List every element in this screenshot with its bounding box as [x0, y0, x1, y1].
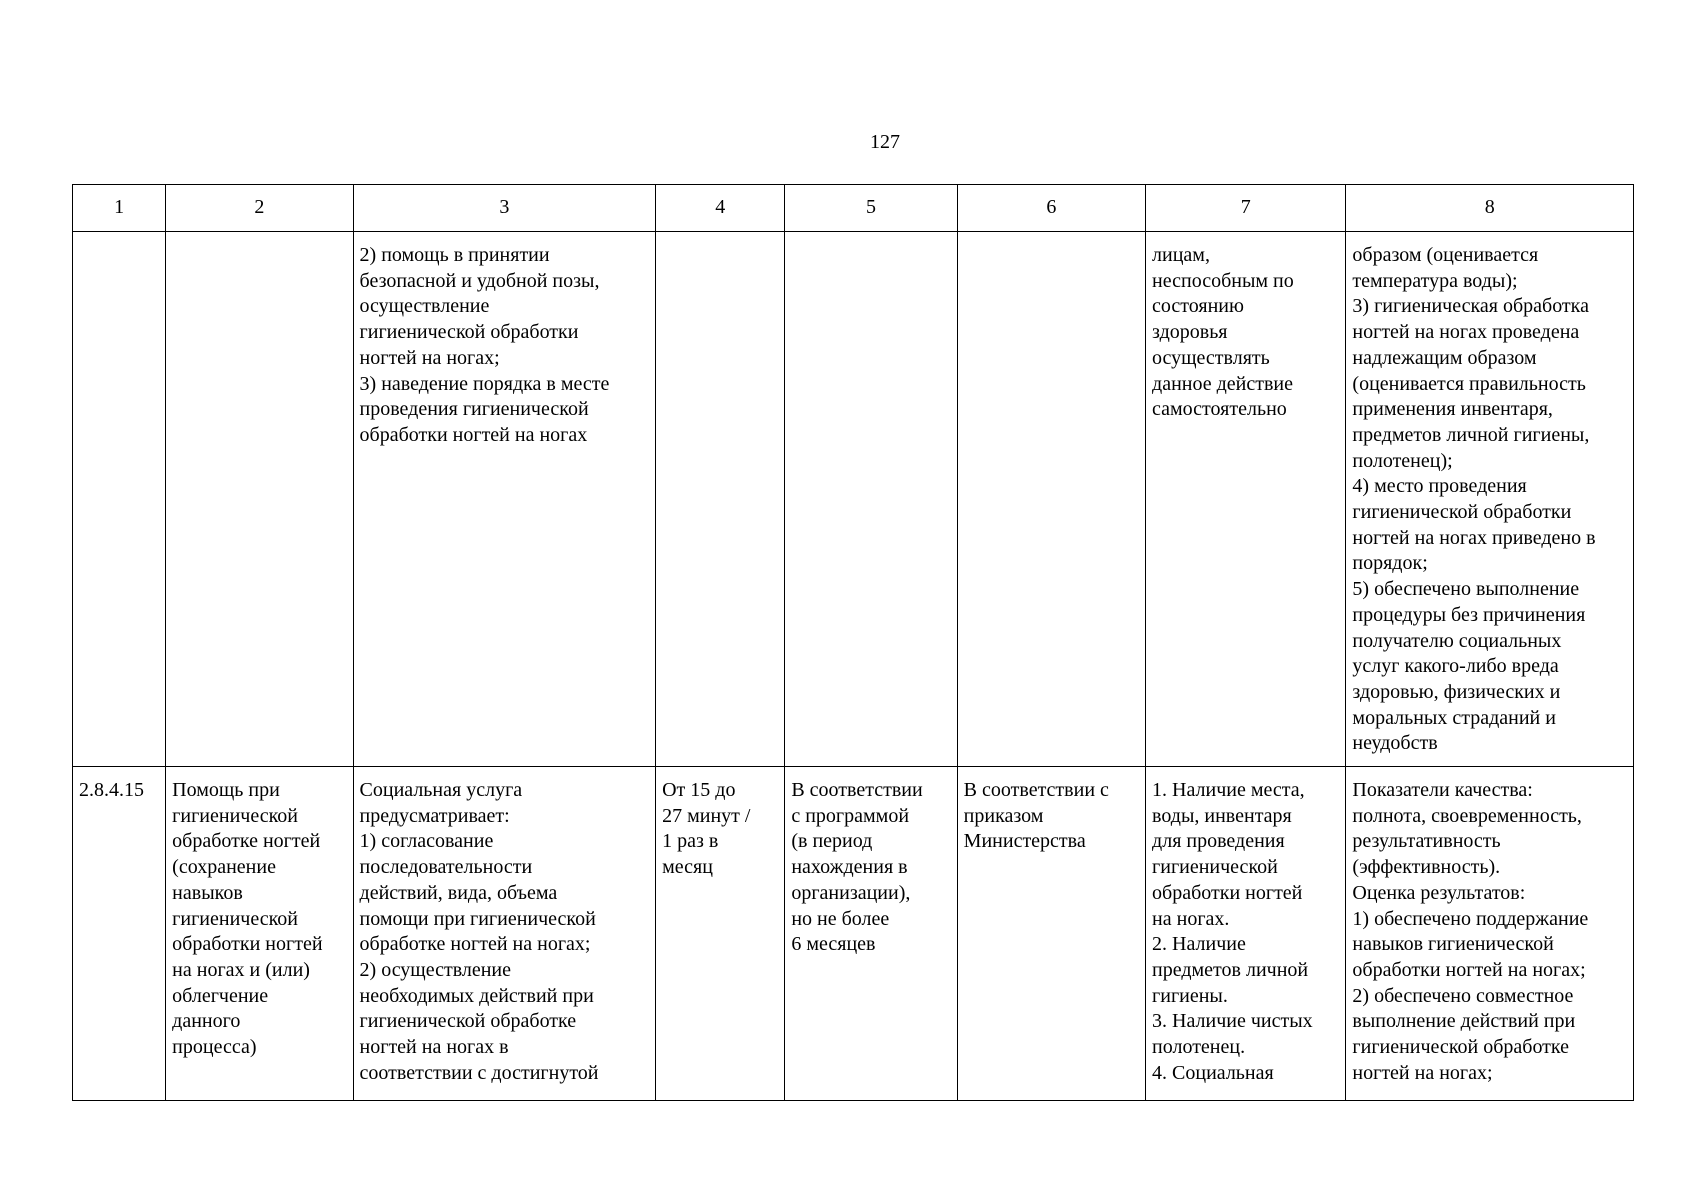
- cell-text: образом (оценивается температура воды); 3) гигиеническая обработка ногтей на ногах проведена надлежащим образом (оценивается правильность применения инвентаря, предметов личной гигиены, полотенец); 4) место проведения гигиенической обработки ногтей на ногах приведено в порядок; 5) обеспечено выполнение процедуры без причинения получателю социальных услуг какого-либо вреда здоровью, физических и моральных страданий и неудобств: [1352, 244, 1596, 755]
- cell-text: От 15 до 27 минут / 1 раз в месяц: [662, 779, 751, 879]
- page-number: 127: [870, 131, 900, 153]
- table-cell: [785, 232, 957, 767]
- cell-text: Показатели качества: полнота, своевременность, результативность (эффективность). Оценка результатов: 1) обеспечено поддержание навыков гигиенической обработки ногтей на ногах; 2) обеспечено совместное выполнение действий при гигиенической обработке ногтей на ногах;: [1352, 779, 1589, 1084]
- cell-text: В соответствии с программой (в период нахождения в организации), но не более 6 месяцев: [791, 779, 923, 956]
- cell-text: лицам, неспособным по состоянию здоровья осуществлять данное действие самостоятельно: [1152, 244, 1294, 421]
- table-cell: [73, 232, 166, 767]
- header-cell-6: 6: [957, 185, 1145, 232]
- table-cell: [166, 767, 353, 1101]
- cell-text: 1. Наличие места, воды, инвентаря для проведения гигиенической обработки ногтей на ногах. 2. Наличие предметов личной гигиены. 3. Наличие чистых полотенец. 4. Социальная: [1152, 779, 1313, 1084]
- table-cell: [957, 767, 1145, 1101]
- cell-text: В соответствии с приказом Министерства: [963, 779, 1109, 853]
- header-cell-1: 1: [73, 185, 166, 232]
- table-cell: [353, 767, 656, 1101]
- table-cell: [353, 232, 656, 767]
- header-cell-7: 7: [1146, 185, 1346, 232]
- header-cell-2: 2: [166, 185, 353, 232]
- cell-text: Социальная услуга предусматривает: 1) согласование последовательности действий, вида, объема помощи при гигиенической обработке ногтей на ногах; 2) осуществление необходимых действий при гигиенической обработке ногтей на ногах в соответствии с достигнутой: [359, 779, 599, 1084]
- table-cell: [1146, 767, 1346, 1101]
- table-cell: [166, 232, 353, 767]
- table-cell: [957, 232, 1145, 767]
- header-cell-8: 8: [1346, 185, 1634, 232]
- services-table: [72, 184, 1634, 1101]
- cell-text: 2.8.4.15: [79, 779, 144, 801]
- table-cell: [785, 767, 957, 1101]
- header-cell-5: 5: [785, 185, 957, 232]
- table-cell: [656, 767, 785, 1101]
- header-row: [73, 185, 1634, 232]
- cell-text: Помощь при гигиенической обработке ногтей (сохранение навыков гигиенической обработки ногтей на ногах и (или) облегчение данного процесса): [172, 779, 323, 1059]
- table-row-continuation: [73, 232, 1634, 767]
- cell-text: 2) помощь в принятии безопасной и удобной позы, осуществление гигиенической обработки ногтей на ногах; 3) наведение порядка в месте проведения гигиенической обработки ногтей на ногах: [359, 244, 610, 446]
- table-cell: [1346, 232, 1634, 767]
- table-cell: [1146, 232, 1346, 767]
- header-cell-4: 4: [656, 185, 785, 232]
- table-cell: [1346, 767, 1634, 1101]
- table-cell: [73, 767, 166, 1101]
- table-row-2-8-4-15: [73, 767, 1634, 1101]
- table-cell: [656, 232, 785, 767]
- header-cell-3: 3: [353, 185, 656, 232]
